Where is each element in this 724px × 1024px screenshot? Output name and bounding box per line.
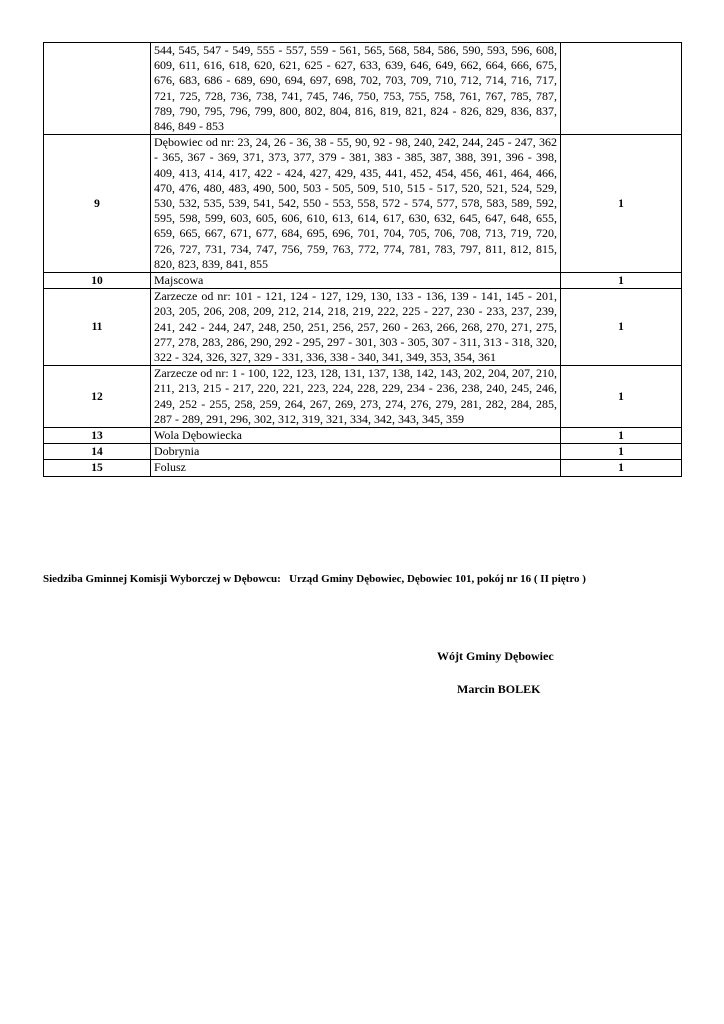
table-row <box>44 444 682 460</box>
district-area: Zarzecze od nr: 101 - 121, 124 - 127, 129, 130, 133 - 136, 139 - 141, 145 - 201, 203, 205, 206, 208, 209, 212, 214, 218, 219, 222, 225 - 227, 230 - 233, 237, 239, 241, 242 - 244, 247, 248, 250, 251, 256, 257, 260 - 263, 266, 268, 270, 271, 275, 277, 278, 283, 286, 290, 292 - 295, 297 - 301, 303 - 305, 307 - 311, 313 - 318, 320, 322 - 324, 326, 327, 329 - 331, 336, 338 - 340, 341, 349, 353, 354, 361 <box>151 289 561 366</box>
commission-seat-address: Urząd Gminy Dębowiec, Dębowiec 101, pokój nr 16 ( II piętro ) <box>289 573 586 585</box>
table-row <box>44 273 682 289</box>
district-seats: 1 <box>561 289 682 366</box>
table-row <box>44 43 682 135</box>
commission-seat-info <box>43 573 703 585</box>
district-seats: 1 <box>561 444 682 460</box>
district-seats: 1 <box>561 460 682 476</box>
signature-office: Wójt Gminy Dębowiec <box>437 649 554 663</box>
commission-seat-label: Siedziba Gminnej Komisji Wyborczej w Dębowcu: <box>43 573 281 585</box>
district-seats: 1 <box>561 428 682 444</box>
district-seats: 1 <box>561 273 682 289</box>
district-seats: 1 <box>561 366 682 428</box>
district-number: 10 <box>44 273 151 289</box>
table-row <box>44 428 682 444</box>
table-row <box>44 366 682 428</box>
table-row <box>44 289 682 366</box>
signature-name: Marcin BOLEK <box>457 682 541 696</box>
district-number: 15 <box>44 460 151 476</box>
district-seats: 1 <box>561 135 682 273</box>
district-area: Zarzecze od nr: 1 - 100, 122, 123, 128, 131, 137, 138, 142, 143, 202, 204, 207, 210, 211, 213, 215 - 217, 220, 221, 223, 224, 228, 229, 234 - 236, 238, 240, 245, 246, 249, 252 - 255, 258, 259, 264, 267, 269, 273, 274, 276, 279, 281, 282, 284, 285, 287 - 289, 291, 296, 302, 312, 319, 321, 334, 342, 343, 345, 359 <box>151 366 561 428</box>
district-seats <box>561 43 682 135</box>
district-number: 11 <box>44 289 151 366</box>
district-area: Dębowiec od nr: 23, 24, 26 - 36, 38 - 55, 90, 92 - 98, 240, 242, 244, 245 - 247, 362 - 365, 367 - 369, 371, 373, 377, 379 - 381, 383 - 385, 387, 388, 391, 396 - 398, 409, 413, 414, 417, 422 - 424, 427, 429, 435, 441, 452, 454, 456, 461, 464, 466, 470, 476, 480, 483, 490, 500, 503 - 505, 509, 510, 515 - 517, 520, 521, 524, 529, 530, 532, 535, 539, 541, 542, 550 - 553, 558, 572 - 574, 577, 578, 583, 589, 592, 595, 598, 599, 603, 605, 606, 610, 613, 614, 617, 630, 632, 645, 647, 648, 655, 659, 665, 667, 671, 677, 684, 695, 696, 701, 704, 705, 706, 708, 713, 719, 720, 726, 727, 731, 734, 747, 756, 759, 763, 772, 774, 781, 783, 797, 811, 812, 815, 820, 823, 839, 841, 855 <box>151 135 561 273</box>
district-number: 14 <box>44 444 151 460</box>
table-row <box>44 460 682 476</box>
district-area: Dobrynia <box>151 444 561 460</box>
district-area: Majscowa <box>151 273 561 289</box>
district-area: 544, 545, 547 - 549, 555 - 557, 559 - 561, 565, 568, 584, 586, 590, 593, 596, 608, 609, 611, 616, 618, 620, 621, 625 - 627, 633, 639, 646, 649, 662, 664, 666, 675, 676, 683, 686 - 689, 690, 694, 697, 698, 702, 703, 709, 710, 712, 714, 716, 717, 721, 725, 728, 736, 738, 741, 745, 746, 750, 753, 755, 758, 761, 767, 785, 787, 789, 790, 795, 796, 799, 800, 802, 804, 816, 819, 821, 824 - 826, 829, 836, 837, 846, 849 - 853 <box>151 43 561 135</box>
district-number: 9 <box>44 135 151 273</box>
districts-table <box>43 42 682 477</box>
district-area: Folusz <box>151 460 561 476</box>
table-row <box>44 135 682 273</box>
district-area: Wola Dębowiecka <box>151 428 561 444</box>
district-number: 13 <box>44 428 151 444</box>
district-number <box>44 43 151 135</box>
district-number: 12 <box>44 366 151 428</box>
